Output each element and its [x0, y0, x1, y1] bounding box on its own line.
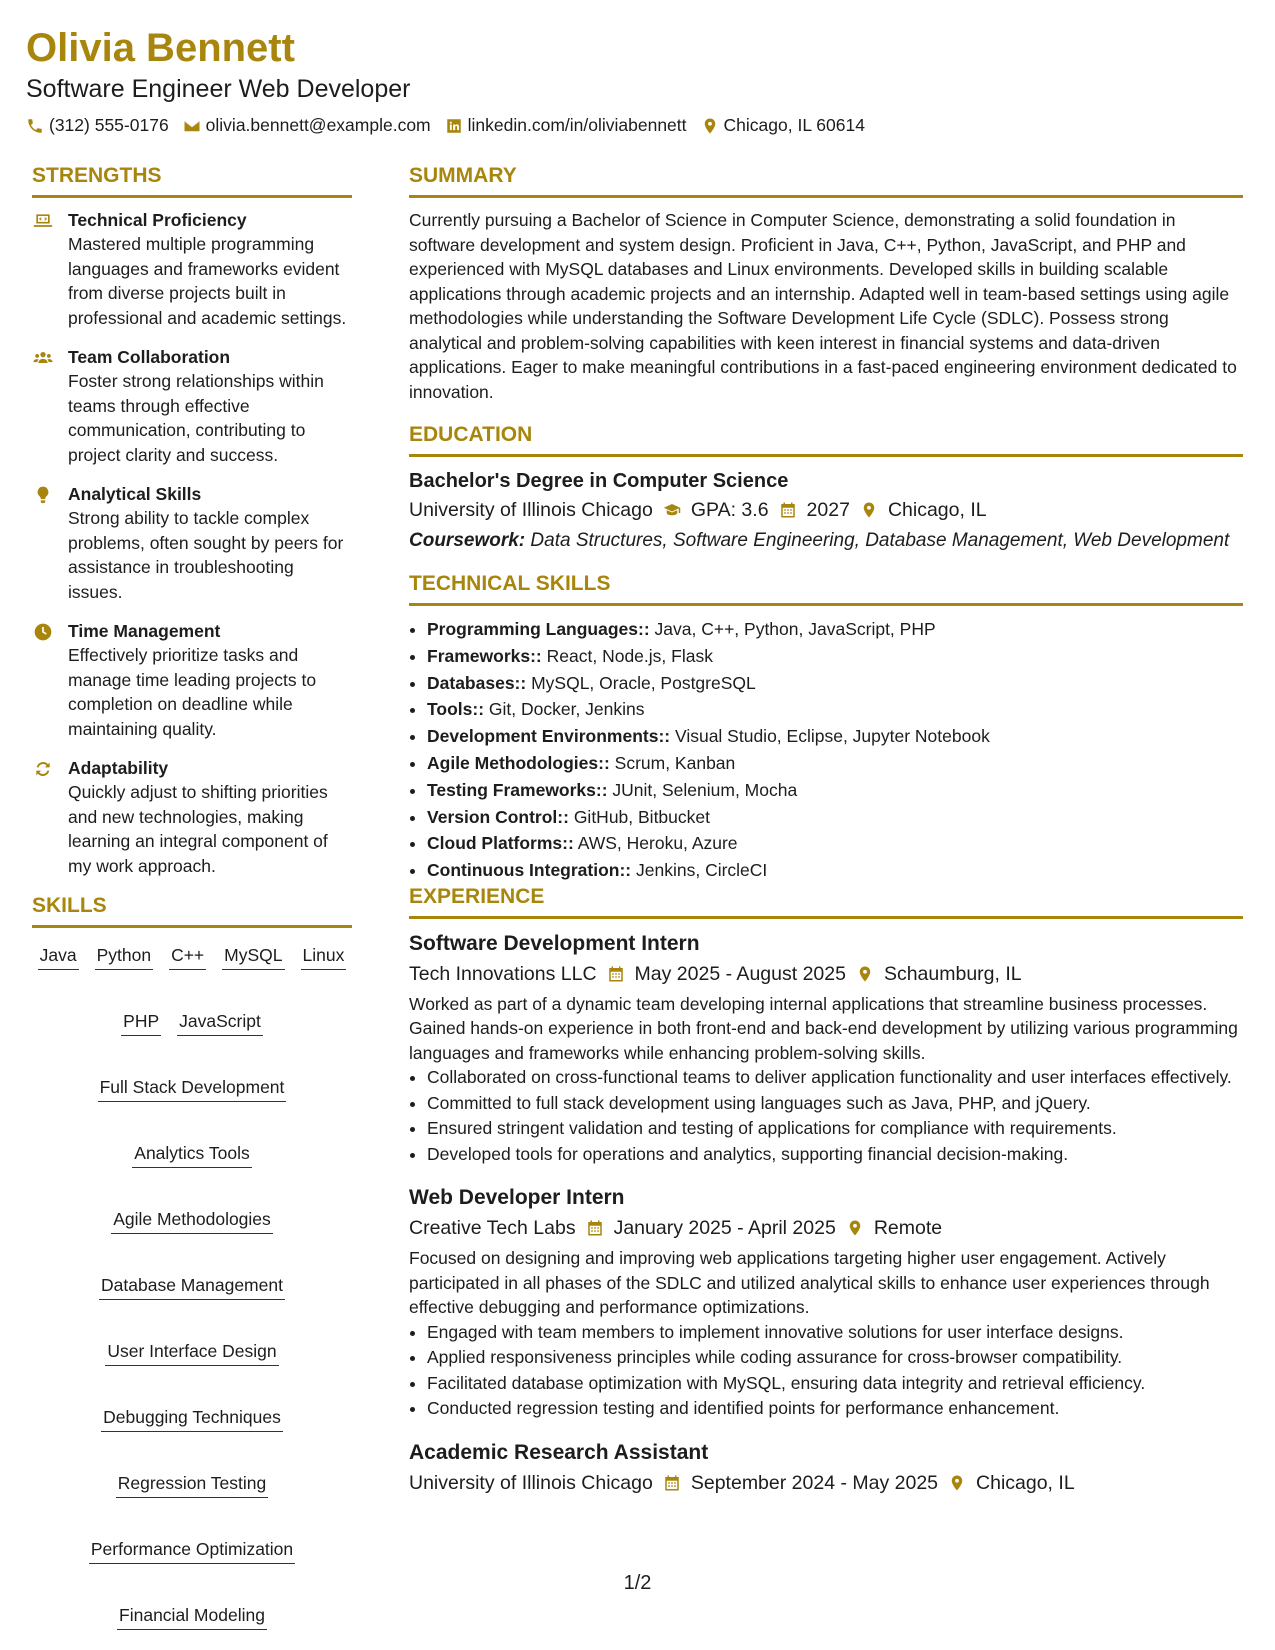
graduation-cap-icon [663, 501, 681, 519]
gpa-text: GPA: 3.6 [690, 499, 769, 521]
strength-desc: Quickly adjust to shifting priorities and new technologies, making learning an integral component of my work approach. [68, 782, 328, 876]
skill-tag: User Interface Design [105, 1340, 278, 1366]
email-text: olivia.bennett@example.com [205, 115, 431, 135]
strength-title: Time Management [68, 621, 221, 641]
list-item [427, 830, 1243, 857]
tech-skill-label: Version Control:: [427, 806, 569, 827]
list-item [427, 723, 1243, 750]
list-item [427, 804, 1243, 831]
company-name: Creative Tech Labs [409, 1217, 576, 1240]
skill-tag: Debugging Techniques [101, 1406, 283, 1432]
job-meta [409, 1468, 1243, 1498]
job-bullets [409, 1320, 1243, 1422]
skills-tag-list [32, 938, 352, 1630]
tech-skill-label: Testing Frameworks:: [427, 779, 608, 800]
tech-skill-label: Programming Languages:: [427, 619, 650, 639]
job-meta [409, 1213, 1243, 1243]
job-meta [409, 959, 1243, 989]
tech-skill-value: Scrum, Kanban [609, 752, 736, 773]
right-column [409, 163, 1243, 1514]
strength-item [32, 208, 352, 330]
strength-title: Team Collaboration [68, 347, 231, 367]
tech-skill-label: Cloud Platforms:: [427, 833, 574, 854]
job-title: Software Development Intern [409, 931, 700, 955]
skill-tag: Financial Modeling [117, 1604, 267, 1630]
contact-row [26, 115, 1245, 136]
coursework-list: Data Structures, Software Engineering, Database Management, Web Development [525, 530, 1230, 551]
tech-skill-value: Jenkins, CircleCI [631, 860, 768, 881]
list-item: • Applied responsiveness principles while coding assurance for cross-browser compatibility. [427, 1345, 1243, 1371]
tech-skill-label: Frameworks:: [427, 645, 542, 666]
location-text: Chicago, IL 60614 [723, 115, 865, 135]
skills-heading: SKILLS [32, 893, 352, 928]
users-icon [32, 347, 54, 369]
candidate-name: Olivia Bennett [26, 26, 295, 70]
job-bullets [409, 1065, 1243, 1167]
candidate-role: Software Engineer Web Developer [26, 75, 411, 103]
resume-header [26, 22, 1245, 136]
tech-skill-label: Databases:: [427, 672, 527, 693]
job-entry [409, 1438, 1243, 1498]
tech-skill-value: Visual Studio, Eclipse, Jupyter Notebook [670, 726, 990, 747]
contact-linkedin[interactable] [445, 115, 687, 136]
skill-tag: Linux [301, 944, 347, 970]
job-location: Remote [873, 1217, 943, 1240]
contact-email[interactable] [183, 115, 431, 136]
tech-skill-value: MySQL, Oracle, PostgreSQL [526, 672, 756, 693]
skill-tag: PHP [121, 1010, 161, 1036]
tech-skill-value: React, Node.js, Flask [541, 645, 713, 666]
tech-skill-label: Agile Methodologies:: [427, 752, 610, 773]
lightbulb-icon [32, 484, 54, 506]
coursework-label: Coursework: [409, 530, 526, 551]
company-name: University of Illinois Chicago [409, 1471, 653, 1494]
page-number: 1/2 [623, 1572, 652, 1594]
sync-icon [32, 758, 54, 780]
strength-title: Analytical Skills [68, 484, 202, 504]
location-pin-icon [701, 117, 719, 135]
skill-tag: Python [95, 944, 153, 970]
job-title: Academic Research Assistant [409, 1440, 709, 1464]
contact-location [701, 115, 865, 136]
summary-text: Currently pursuing a Bachelor of Science in Computer Science, demonstrating a solid foundation in software development and system design. Proficient in Java, C++, Python, JavaScript, and PHP and experienced with MySQL databases and Linux environments. Developed skills in building scalable applications through academic projects and an internship. Adapted well in team-based settings using agile methodologies while understanding the Software Development Life Cycle (SDLC). Possess strong analytical and problem-solving capabilities with keen interest in financial systems and data-driven applications. Eager to make meaningful contributions in a fast-paced engineering environment dedicated to innovation. [409, 210, 1237, 402]
job-location: Schaumburg, IL [883, 962, 1022, 985]
list-item: • Conducted regression testing and identified points for performance enhancement. [427, 1396, 1243, 1422]
education-heading: EDUCATION [409, 422, 1243, 457]
job-location: Chicago, IL [976, 1471, 1075, 1494]
list-item: • Engaged with team members to implement innovative solutions for user interface designs. [427, 1320, 1243, 1346]
strengths-heading: STRENGTHS [32, 163, 352, 198]
job-entry [409, 929, 1243, 1168]
skill-tag: Analytics Tools [132, 1142, 251, 1168]
strength-desc: Mastered multiple programming languages and frameworks evident from diverse projects built in professional and academic settings. [68, 234, 347, 328]
skill-tag: Java [38, 944, 79, 970]
calendar-icon [779, 501, 797, 519]
phone-icon [26, 117, 44, 135]
strength-item [32, 345, 352, 467]
skill-tag: Agile Methodologies [111, 1208, 273, 1234]
phone-text: (312) 555-0176 [49, 115, 169, 135]
degree-title: Bachelor's Degree in Computer Science [409, 470, 789, 492]
school-name: University of Illinois Chicago [409, 499, 653, 521]
tech-skill-value: AWS, Heroku, Azure [573, 833, 738, 854]
calendar-icon [663, 1474, 681, 1492]
coursework [409, 528, 1243, 553]
company-name: Tech Innovations LLC [409, 962, 597, 985]
strength-item [32, 482, 352, 604]
strength-item [32, 756, 352, 878]
list-item [427, 857, 1243, 884]
location-pin-icon [856, 965, 874, 983]
list-item: • Facilitated database optimization with MySQL, ensuring data integrity and retrieval efficiency. [427, 1371, 1243, 1397]
technical-skills-list [409, 616, 1243, 884]
tech-skill-label: Development Environments:: [427, 726, 671, 747]
list-item: • Developed tools for operations and analytics, supporting financial decision-making. [427, 1142, 1243, 1168]
skill-tag: C++ [169, 944, 206, 970]
location-pin-icon [948, 1474, 966, 1492]
calendar-icon [586, 1219, 604, 1237]
clock-icon [32, 621, 54, 643]
contact-phone[interactable] [26, 115, 169, 136]
skill-tag: MySQL [222, 944, 284, 970]
tech-skill-label: Tools:: [427, 699, 485, 720]
summary-heading: SUMMARY [409, 163, 1243, 198]
skill-tag: Performance Optimization [89, 1538, 295, 1564]
strength-desc: Effectively prioritize tasks and manage time leading projects to completion on deadline while maintaining quality. [68, 645, 317, 739]
strength-desc: Strong ability to tackle complex problems, often sought by peers for assistance in troubleshooting issues. [68, 508, 344, 602]
education-meta [409, 495, 1243, 525]
job-dates: September 2024 - May 2025 [690, 1471, 939, 1494]
strength-title: Adaptability [68, 758, 169, 778]
job-description: Worked as part of a dynamic team developing internal applications that streamline business processes. Gained hands-on experience in both front-end and back-end development by utilizing various programming languages and frameworks while enhancing problem-solving skills. [409, 993, 1238, 1063]
tech-skill-value: Java, C++, Python, JavaScript, PHP [649, 619, 936, 639]
technical-skills-heading: TECHNICAL SKILLS [409, 571, 1243, 606]
job-entry [409, 1183, 1243, 1422]
job-dates: January 2025 - April 2025 [613, 1217, 836, 1240]
list-item [427, 750, 1243, 777]
list-item: • Ensured stringent validation and testing of applications for compliance with requirements. [427, 1116, 1243, 1142]
list-item: • Collaborated on cross-functional teams to deliver application functionality and user interfaces effectively. [427, 1065, 1243, 1091]
list-item [427, 643, 1243, 670]
tech-skill-value: GitHub, Bitbucket [568, 806, 710, 827]
job-description: Focused on designing and improving web applications targeting higher user engagement. Actively participated in all phases of the SDLC and utilized analytical skills to enhance user experiences through effective debugging and performance optimizations. [409, 1248, 1210, 1318]
location-pin-icon [846, 1219, 864, 1237]
list-item [427, 616, 1243, 643]
list-item [427, 777, 1243, 804]
skill-tag: Database Management [99, 1274, 285, 1300]
graduation-year: 2027 [806, 499, 850, 521]
linkedin-icon [445, 117, 463, 135]
job-dates: May 2025 - August 2025 [634, 962, 846, 985]
list-item [427, 696, 1243, 723]
linkedin-text: linkedin.com/in/oliviabennett [467, 115, 687, 135]
job-title: Web Developer Intern [409, 1186, 625, 1210]
laptop-code-icon [32, 210, 54, 232]
location-pin-icon [860, 501, 878, 519]
tech-skill-value: Git, Docker, Jenkins [484, 699, 645, 720]
strength-item [32, 619, 352, 741]
skill-tag: Full Stack Development [98, 1076, 287, 1102]
tech-skill-value: JUnit, Selenium, Mocha [607, 779, 798, 800]
experience-heading: EXPERIENCE [409, 884, 1243, 919]
list-item [427, 670, 1243, 697]
list-item: • Committed to full stack development using languages such as Java, PHP, and jQuery. [427, 1091, 1243, 1117]
skill-tag: JavaScript [177, 1010, 263, 1036]
calendar-icon [607, 965, 625, 983]
school-location: Chicago, IL [887, 499, 987, 521]
tech-skill-label: Continuous Integration:: [427, 860, 632, 881]
envelope-icon [183, 117, 201, 135]
skill-tag: Regression Testing [116, 1472, 269, 1498]
left-column [32, 163, 352, 1630]
strength-desc: Foster strong relationships within teams through effective communication, contributing to project clarity and success. [68, 371, 324, 465]
strength-title: Technical Proficiency [68, 210, 247, 230]
